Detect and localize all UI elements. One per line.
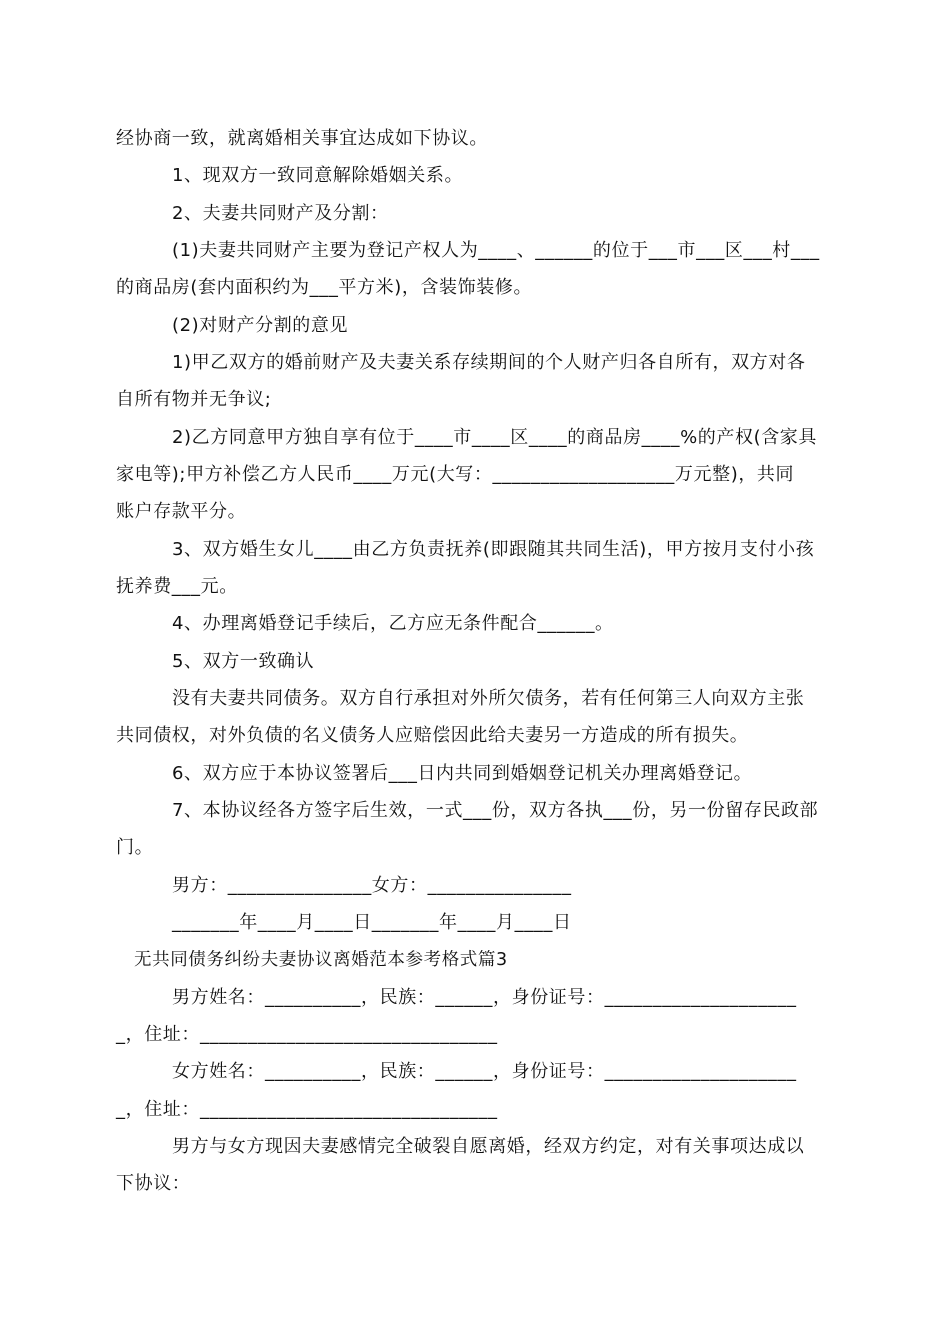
text-line: 的商品房(套内面积约为___平方米)，含装饰装修。: [116, 277, 533, 298]
text-line: 2)乙方同意甲方独自享有位于____市____区____的商品房____%的产权(含家具: [172, 427, 817, 448]
text-line: 抚养费___元。: [116, 576, 238, 597]
text-line: 自所有物并无争议;: [116, 389, 272, 410]
section-heading: 无共同债务纠纷夫妻协议离婚范本参考格式篇3: [134, 950, 508, 970]
text-line: 4、办理离婚登记手续后，乙方应无条件配合______。: [172, 613, 614, 634]
text-line: 男方与女方现因夫妻感情完全破裂自愿离婚，经双方约定，对有关事项达成以: [172, 1136, 805, 1157]
text-line: 6、双方应于本协议签署后___日内共同到婚姻登记机关办理离婚登记。: [172, 763, 753, 784]
text-line: 账户存款平分。: [116, 501, 247, 522]
text-line: 1)甲乙双方的婚前财产及夫妻关系存续期间的个人财产归各自所有，双方对各: [172, 352, 806, 373]
text-line: 2、夫妻共同财产及分割：: [172, 203, 389, 224]
text-line: 没有夫妻共同债务。双方自行承担对外所欠债务，若有任何第三人向双方主张: [172, 688, 805, 709]
text-line: _，住址：_______________________________: [116, 1024, 498, 1045]
text-line: 经协商一致，就离婚相关事宜达成如下协议。: [116, 128, 488, 149]
text-line: 7、本协议经各方签字后生效，一式___份，双方各执___份，另一份留存民政部: [172, 800, 819, 821]
text-line: 男方姓名：__________，民族：______，身份证号：____________________: [172, 987, 797, 1008]
signature-line: 男方：_______________女方：_______________: [172, 875, 572, 896]
text-line: 门。: [116, 837, 154, 858]
date-line: _______年____月____日_______年____月____日: [172, 912, 572, 933]
text-line: 女方姓名：__________，民族：______，身份证号：____________________: [172, 1061, 797, 1082]
text-line: (1)夫妻共同财产主要为登记产权人为____、______的位于___市___区___村___: [172, 240, 820, 261]
text-line: _，住址：_______________________________: [116, 1099, 498, 1120]
text-line: (2)对财产分割的意见: [172, 315, 349, 336]
text-line: 5、双方一致确认: [172, 651, 315, 672]
text-line: 1、现双方一致同意解除婚姻关系。: [172, 165, 464, 186]
text-line: 家电等);甲方补偿乙方人民币____万元(大写：___________________万元整)，共同: [116, 464, 795, 485]
text-line: 3、双方婚生女儿____由乙方负责抚养(即跟随其共同生活)，甲方按月支付小孩: [172, 539, 815, 560]
text-line: 下协议：: [116, 1173, 191, 1194]
text-line: 共同债权，对外负债的名义债务人应赔偿因此给夫妻另一方造成的所有损失。: [116, 725, 749, 746]
